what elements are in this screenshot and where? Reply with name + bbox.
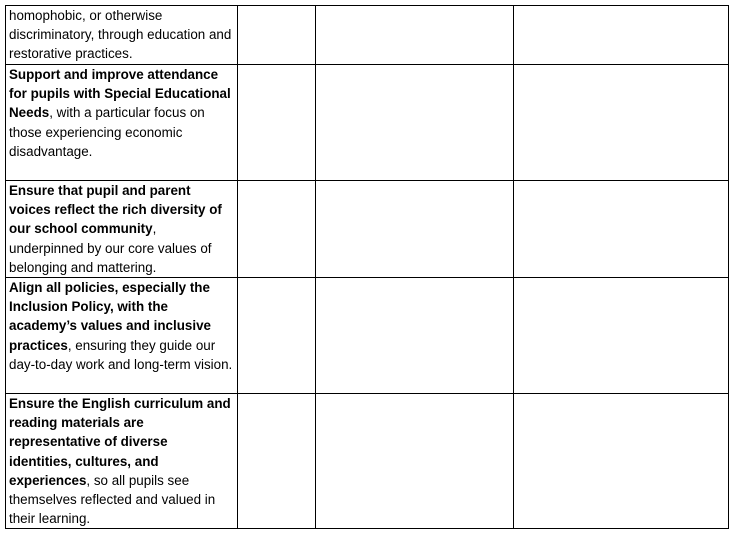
table-row: [6, 65, 729, 181]
priority-bold-text: Support and improve attendance for pupils with Special Educational Needs: [9, 67, 231, 121]
empty-cell: [514, 394, 729, 529]
table-row: [6, 181, 729, 278]
priority-bold-text: Ensure that pupil and parent voices reflect the rich diversity of our school community: [9, 183, 222, 237]
empty-cell: [316, 181, 514, 278]
empty-cell: [514, 181, 729, 278]
empty-cell: [316, 6, 514, 65]
table-row: [6, 6, 729, 65]
priority-cell: [6, 278, 238, 394]
priority-cell: [6, 65, 238, 181]
priority-text: , underpinned by our core values of belonging and mattering.: [9, 221, 212, 275]
empty-cell: [238, 278, 316, 394]
empty-cell: [316, 278, 514, 394]
priority-cell: [6, 394, 238, 529]
empty-cell: [238, 65, 316, 181]
empty-cell: [238, 6, 316, 65]
empty-cell: [238, 181, 316, 278]
empty-cell: [316, 394, 514, 529]
empty-cell: [514, 6, 729, 65]
priority-text: homophobic, or otherwise discriminatory, through education and restorative practices.: [9, 8, 232, 62]
priority-bold-text: Align all policies, especially the Inclusion Policy, with the academy’s values and inclusive practices: [9, 280, 211, 353]
table-row: [6, 278, 729, 394]
priority-text: , ensuring they guide our day-to-day work and long-term vision.: [9, 337, 233, 372]
table-row: [6, 394, 729, 529]
priority-text: , with a particular focus on those experiencing economic disadvantage.: [9, 105, 205, 159]
priority-text: , so all pupils see themselves reflected and valued in their learning.: [9, 472, 216, 527]
priority-cell: [6, 181, 238, 278]
empty-cell: [514, 278, 729, 394]
priority-cell: [6, 6, 238, 65]
priority-bold-text: Ensure the English curriculum and reading materials are representative of diverse identities, cultures, and experiences: [9, 396, 231, 488]
empty-cell: [238, 394, 316, 529]
empty-cell: [316, 65, 514, 181]
priorities-table: [5, 5, 729, 529]
empty-cell: [514, 65, 729, 181]
